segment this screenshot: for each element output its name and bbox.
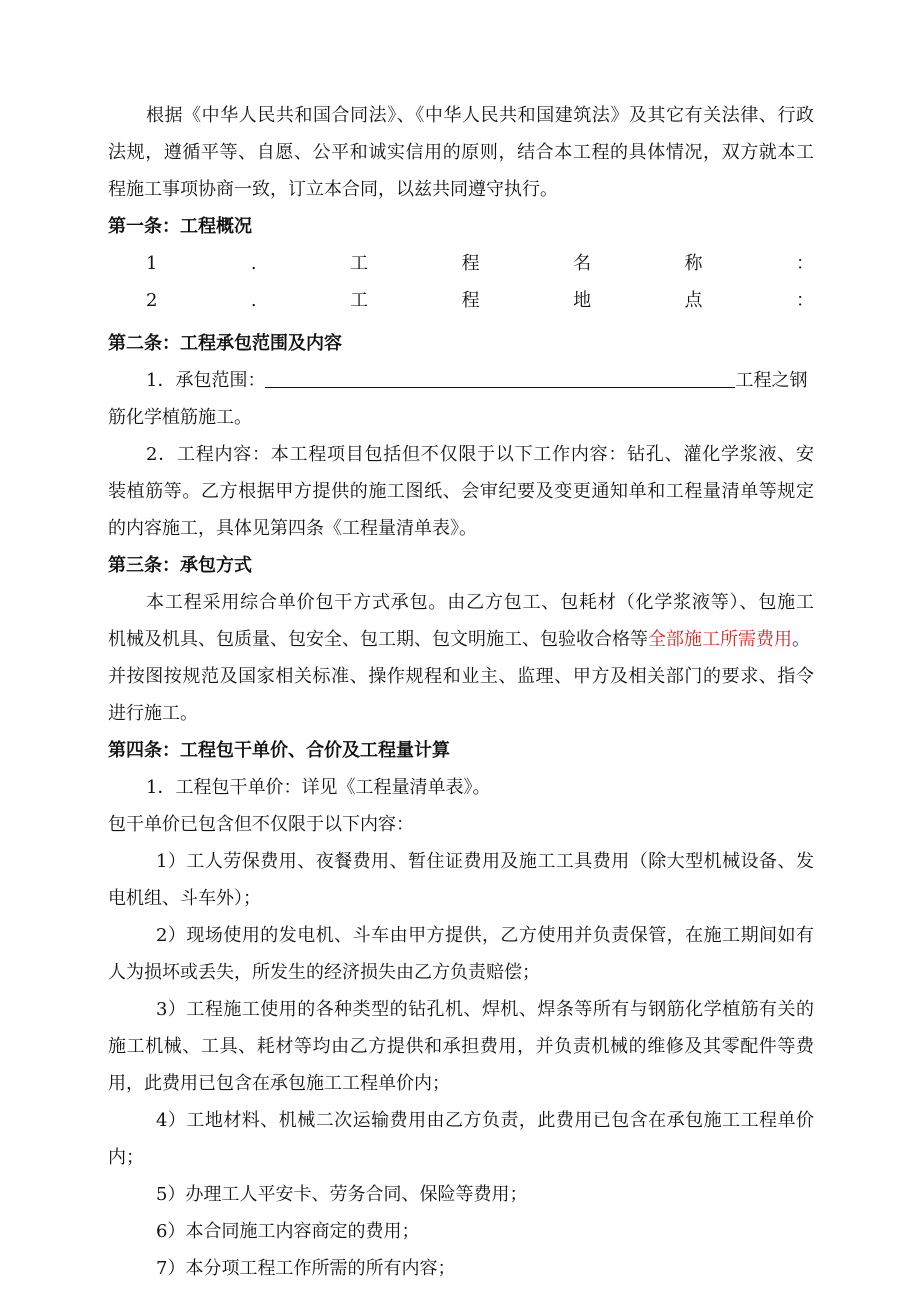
preamble-line: 程施工事项协商一致，订立本合同，以兹共同遵守执行。 xyxy=(108,179,558,200)
project-location-part: 地 xyxy=(573,290,592,311)
content-line: 装植筋等。乙方根据甲方提供的施工图纸、会审纪要及变更通知单和工程量清单等规定 xyxy=(108,481,814,502)
project-location-part: ： xyxy=(796,290,814,311)
article-1-heading: 第一条：工程概况 xyxy=(108,216,252,237)
highlighted-cost-text: 全部施工所需费用 xyxy=(648,629,792,650)
scope-line xyxy=(108,362,814,399)
unit-price-line: 1．工程包干单价：详见《工程量清单表》。 xyxy=(146,777,491,798)
list-item: 用，此费用已包含在承包施工工程单价内； xyxy=(108,1073,450,1094)
list-item: 人为损坏或丢失，所发生的经济损失由乙方负责赔偿； xyxy=(108,962,540,983)
list-item: 3）工程施工使用的各种类型的钻孔机、焊机、焊条等所有与钢筋化学植筋有关的 xyxy=(156,999,814,1020)
project-location-part: . xyxy=(250,290,257,311)
scope-suffix: 工程之钢 xyxy=(735,370,808,391)
list-item: 1）工人劳保费用、夜餐费用、暂住证费用及施工工具费用（除大型机械设备、发 xyxy=(156,851,814,872)
project-location-part: 程 xyxy=(461,290,480,311)
project-location-line xyxy=(108,282,814,319)
project-name-part: . xyxy=(250,253,257,274)
article-4-heading: 第四条：工程包干单价、合价及工程量计算 xyxy=(108,740,450,761)
preamble-line: 根据《中华人民共和国合同法》、《中华人民共和国建筑法》及其它有关法律、行政 xyxy=(146,105,814,126)
project-name-part: 名 xyxy=(573,253,592,274)
list-item: 7）本分项工程工作所需的所有内容； xyxy=(156,1258,456,1279)
contract-mode-text: 。 xyxy=(792,629,810,650)
list-item: 6）本合同施工内容商定的费用； xyxy=(156,1221,420,1242)
project-name-part: 程 xyxy=(461,253,480,274)
contract-mode-line xyxy=(108,621,814,658)
scope-line-2: 筋化学植筋施工。 xyxy=(108,407,252,428)
project-location-part: 点 xyxy=(684,290,703,311)
content-line: 2．工程内容：本工程项目包括但不仅限于以下工作内容：钻孔、灌化学浆液、安 xyxy=(146,444,814,465)
content-line: 的内容施工，具体见第四条《工程量清单表》。 xyxy=(108,518,477,539)
project-name-part: 称 xyxy=(684,253,703,274)
project-name-part: ： xyxy=(796,253,814,274)
list-item: 内； xyxy=(108,1147,144,1168)
project-name-part: 工 xyxy=(350,253,369,274)
project-location-part: 2 xyxy=(146,290,158,311)
contract-mode-line: 并按图按规范及国家相关标准、操作规程和业主、监理、甲方及相关部门的要求、指令 xyxy=(108,666,814,687)
project-location-part: 工 xyxy=(350,290,369,311)
list-item: 施工机械、工具、耗材等均由乙方提供和承担费用，并负责机械的维修及其零配件等费 xyxy=(108,1036,814,1057)
scope-prefix: 1．承包范围： xyxy=(146,370,266,391)
preamble-line: 法规，遵循平等、自愿、公平和诚实信用的原则，结合本工程的具体情况，双方就本工 xyxy=(108,142,814,163)
list-item: 5）办理工人平安卡、劳务合同、保险等费用； xyxy=(156,1184,528,1205)
list-item: 4）工地材料、机械二次运输费用由乙方负责，此费用已包含在承包施工工程单价 xyxy=(156,1110,814,1131)
contract-page xyxy=(108,97,814,1287)
project-name-line xyxy=(108,245,814,282)
article-3-heading: 第三条：承包方式 xyxy=(108,555,252,576)
contract-mode-line: 进行施工。 xyxy=(108,703,198,724)
list-item: 2）现场使用的发电机、斗车由甲方提供，乙方使用并负责保管，在施工期间如有 xyxy=(156,925,814,946)
list-item: 电机组、斗车外）； xyxy=(108,888,261,909)
scope-blank-field xyxy=(265,365,735,388)
contract-mode-line: 本工程采用综合单价包干方式承包。由乙方包工、包耗材（化学浆液等）、包施工 xyxy=(146,592,814,613)
includes-line: 包干单价已包含但不仅限于以下内容： xyxy=(108,814,414,835)
article-2-heading: 第二条：工程承包范围及内容 xyxy=(108,333,342,354)
project-name-part: 1 xyxy=(146,253,158,274)
contract-mode-text: 机械及机具、包质量、包安全、包工期、包文明施工、包验收合格等 xyxy=(108,629,648,650)
